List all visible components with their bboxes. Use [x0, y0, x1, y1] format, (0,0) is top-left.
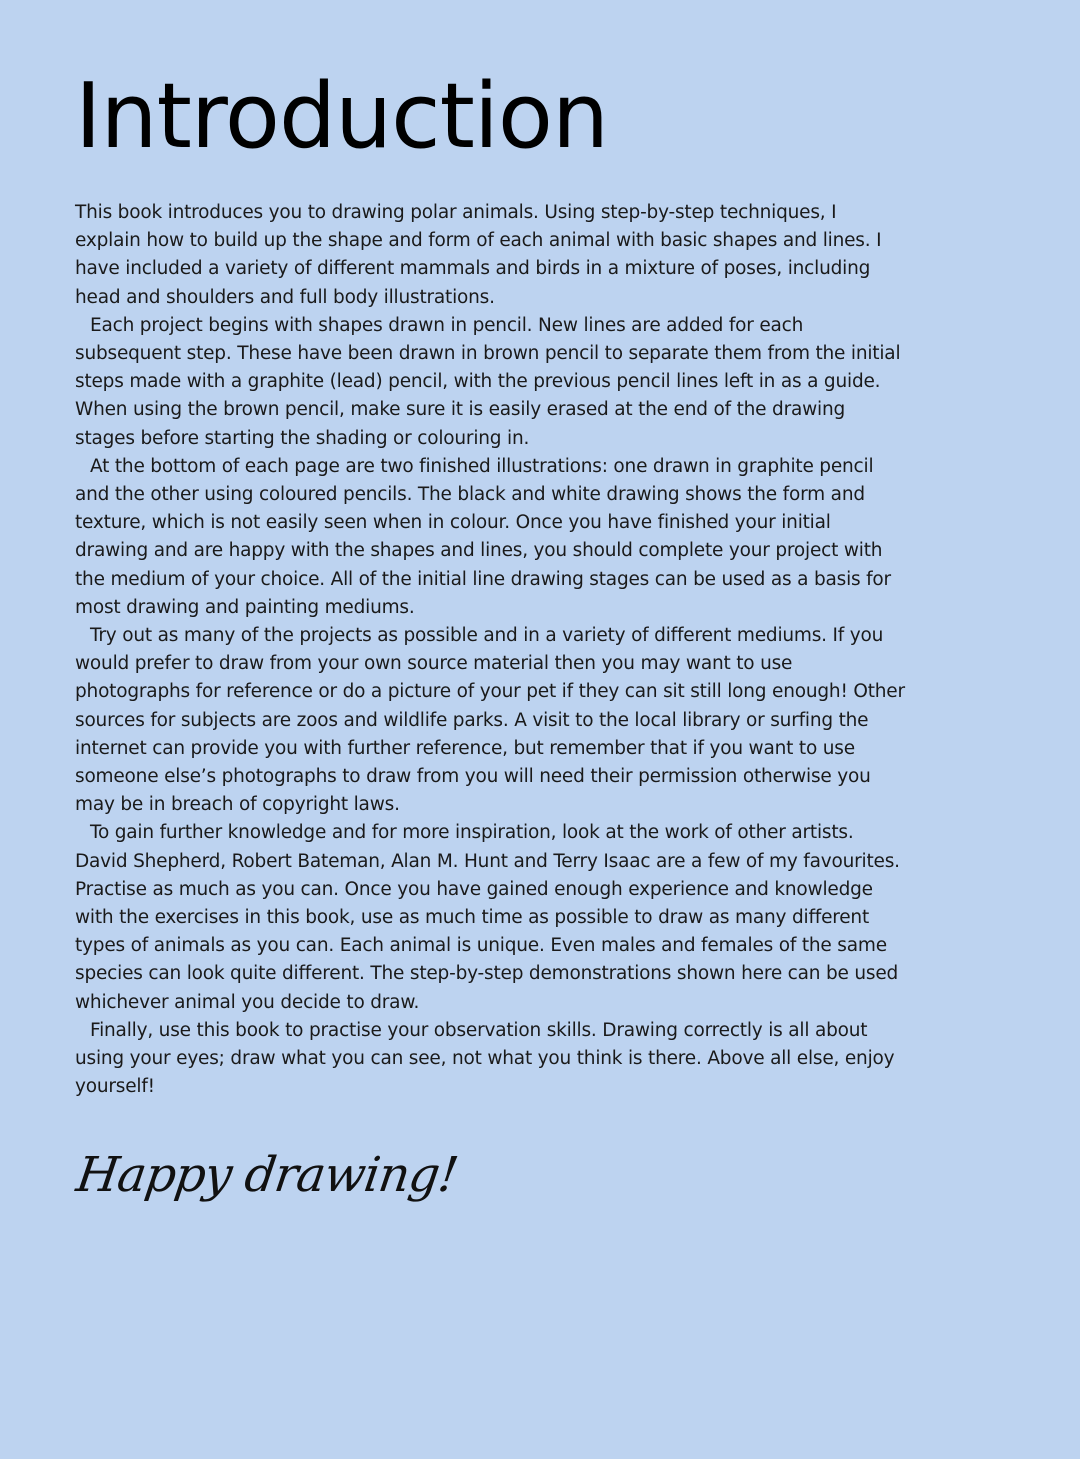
page-title: Introduction: [75, 64, 609, 169]
paragraph-1: This book introduces you to drawing polar animals. Using step-by-step techniques, I explain how to build up the shape and form of each animal with basic shapes and lines. I have included a variety of different mammals and birds in a mixture of poses, including head and shoulders and full body illustrations.: [75, 202, 882, 308]
signoff-handwritten: Happy drawing!: [73, 1147, 461, 1203]
paragraph-2: Each project begins with shapes drawn in pencil. New lines are added for each subsequent step. These have been drawn in brown pencil to separate them from the initial steps made with a graphite (lead) pencil, with the previous pencil lines left in as a guide. When using the brown pencil, make sure it is easily erased at the end of the drawing stages before starting the shading or colouring in.: [75, 314, 901, 449]
paragraph-3: At the bottom of each page are two finished illustrations: one drawn in graphite pencil and the other using coloured pencils. The black and white drawing shows the form and texture, which is not easily seen when in colour. Once you have finished your initial drawing and are happy with the shapes and lines, you should complete your project with the medium of your choice. All of the initial line drawing stages can be used as a basis for most drawing and painting mediums.: [75, 455, 891, 618]
paragraph-4: Try out as many of the projects as possible and in a variety of different mediums. If you would prefer to draw from your own source material then you may want to use photographs for reference or do a picture of your pet if they can sit still long enough! Other sources for subjects are zoos and wildlife parks. A visit to the local library or surfing the internet can provide you with further reference, but remember that if you want to use someone else’s photographs to draw from you will need their permission otherwise you may be in breach of copyright laws.: [75, 625, 905, 816]
paragraph-5: To gain further knowledge and for more inspiration, look at the work of other artists. David Shepherd, Robert Bateman, Alan M. Hunt and Terry Isaac are a few of my favourites. Practise as much as you can. Once you have gained enough experience and knowledge with the exercises in this book, use as much time as possible to draw as many different types of animals as you can. Each animal is unique. Even males and females of the same species can look quite different. The step-by-step demonstrations shown here can be used whichever animal you decide to draw.: [75, 822, 900, 1013]
paragraph-6: Finally, use this book to practise your observation skills. Drawing correctly is all about using your eyes; draw what you can see, not what you think is there. Above all else, enjoy yourself!: [75, 1019, 895, 1098]
body-text: [75, 199, 905, 1102]
